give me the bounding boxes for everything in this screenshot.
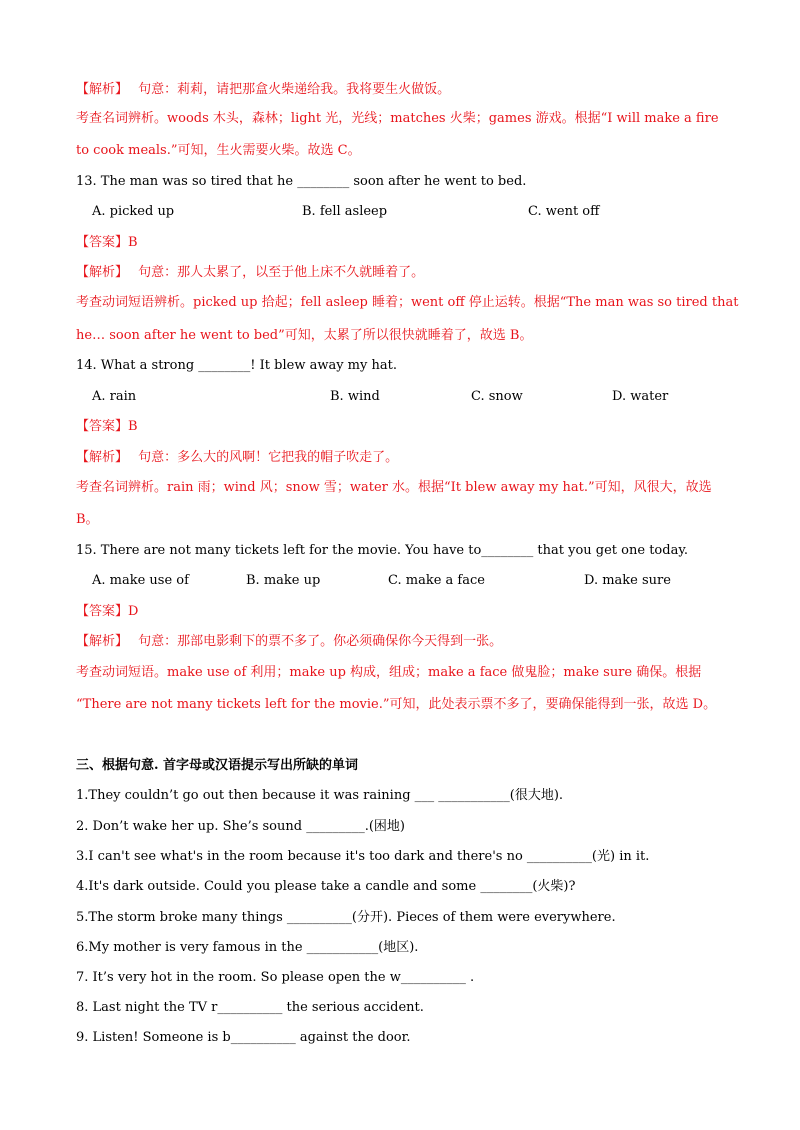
answer-line-14 bbox=[76, 417, 138, 437]
fill-item-4: 4.It's dark outside. Could you please take a candle and some ________(火柴)? bbox=[76, 879, 576, 894]
analysis-text: 句意：那部电影剩下的票不多了。你必须确保你今天得到一张。 bbox=[138, 634, 503, 649]
answer-line-13 bbox=[76, 233, 138, 253]
analysis-tag: 【解析】 bbox=[76, 634, 129, 649]
option-b: B. make up bbox=[246, 573, 321, 588]
option-b: B. wind bbox=[330, 389, 380, 404]
analysis-tag: 【解析】 bbox=[76, 82, 129, 97]
explanation-line: he… soon after he went to bed”可知，太累了所以很快就睡着了，故选 B。 bbox=[76, 328, 533, 343]
analysis-text: 句意：那人太累了，以至于他上床不久就睡着了。 bbox=[138, 265, 425, 280]
analysis-line-12 bbox=[76, 80, 450, 100]
explanation-line: 考查名词辨析。woods 木头，森林；light 光，光线；matches 火柴；games 游戏。根据“I will make a fire bbox=[76, 111, 719, 126]
fill-item-6: 6.My mother is very famous in the ___________(地区). bbox=[76, 940, 419, 955]
explanation-line: B。 bbox=[76, 512, 99, 527]
analysis-tag: 【解析】 bbox=[76, 265, 129, 280]
analysis-tag: 【解析】 bbox=[76, 450, 129, 465]
analysis-line-15 bbox=[76, 632, 502, 652]
explanation-line: 考查动词短语辨析。picked up 拾起；fell asleep 睡着；went off 停止运转。根据“The man was so tired that bbox=[76, 295, 739, 310]
explanation-line: 考查名词辨析。rain 雨；wind 风；snow 雪；water 水。根据“It blew away my hat.”可知，风很大，故选 bbox=[76, 480, 712, 495]
question-stem-13: 13. The man was so tired that he ________ soon after he went to bed. bbox=[76, 174, 527, 189]
analysis-text: 句意：莉莉，请把那盒火柴递给我。我将要生火做饭。 bbox=[138, 82, 451, 97]
explanation-line: “There are not many tickets left for the movie.”可知，此处表示票不多了，要确保能得到一张，故选 D。 bbox=[76, 697, 717, 712]
analysis-line-14 bbox=[76, 448, 398, 468]
option-d: D. make sure bbox=[584, 573, 671, 588]
analysis-text: 句意：多么大的风啊！它把我的帽子吹走了。 bbox=[138, 450, 399, 465]
fill-item-7: 7. It’s very hot in the room. So please open the w__________ . bbox=[76, 970, 475, 985]
option-c: C. snow bbox=[471, 389, 523, 404]
section-heading: 三、根据句意. 首字母或汉语提示写出所缺的单词 bbox=[76, 758, 359, 773]
fill-item-8: 8. Last night the TV r__________ the serious accident. bbox=[76, 1000, 424, 1015]
answer-tag: 【答案】 bbox=[76, 419, 129, 434]
fill-item-3: 3.I can't see what's in the room because it's too dark and there's no __________(光) in it. bbox=[76, 849, 650, 864]
fill-item-9: 9. Listen! Someone is b__________ against the door. bbox=[76, 1030, 411, 1045]
answer-value: B bbox=[128, 235, 138, 250]
option-c: C. went off bbox=[528, 204, 600, 219]
answer-value: D bbox=[128, 604, 139, 619]
option-a: A. make use of bbox=[92, 573, 189, 588]
option-c: C. make a face bbox=[388, 573, 485, 588]
answer-value: B bbox=[128, 419, 138, 434]
fill-item-5: 5.The storm broke many things __________(分开). Pieces of them were everywhere. bbox=[76, 910, 616, 925]
answer-tag: 【答案】 bbox=[76, 604, 129, 619]
question-stem-14: 14. What a strong ________! It blew away my hat. bbox=[76, 358, 397, 373]
question-stem-15: 15. There are not many tickets left for the movie. You have to________ that you get one today. bbox=[76, 543, 689, 558]
option-d: D. water bbox=[612, 389, 669, 404]
analysis-line-13 bbox=[76, 263, 424, 283]
explanation-line: 考查动词短语。make use of 利用；make up 构成，组成；make a face 做鬼脸；make sure 确保。根据 bbox=[76, 665, 702, 680]
option-a: A. picked up bbox=[92, 204, 175, 219]
fill-item-2: 2. Don’t wake her up. She’s sound _________.(困地) bbox=[76, 819, 405, 834]
fill-item-1: 1.They couldn’t go out then because it was raining ___ ___________(很大地). bbox=[76, 788, 564, 803]
answer-line-15 bbox=[76, 602, 138, 622]
option-a: A. rain bbox=[92, 389, 137, 404]
answer-tag: 【答案】 bbox=[76, 235, 129, 250]
explanation-line: to cook meals.”可知，生火需要火柴。故选 C。 bbox=[76, 143, 361, 158]
option-b: B. fell asleep bbox=[302, 204, 388, 219]
